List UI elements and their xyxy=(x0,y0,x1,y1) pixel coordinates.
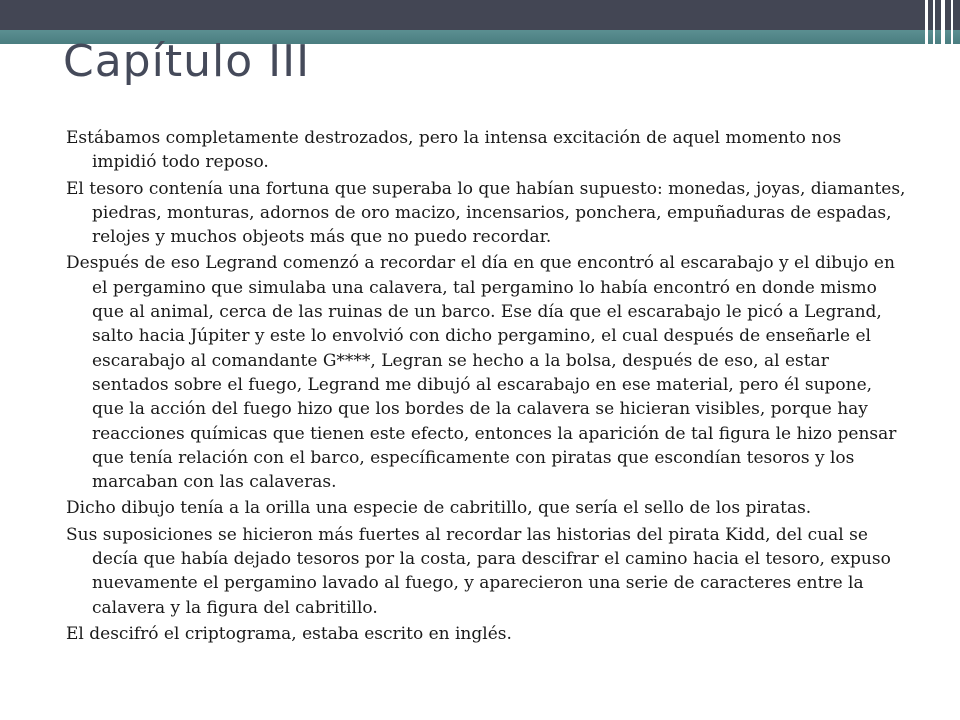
paragraph: El tesoro contenía una fortuna que superaba lo que habían supuesto: monedas, joyas, diamantes, piedras, monturas, adornos de oro macizo, incensarios, ponchera, empuñaduras de espadas, relojes y muchos objeots más que no puedo recordar. xyxy=(66,178,906,248)
header-stripe xyxy=(941,0,945,44)
header-dark-bar xyxy=(0,0,960,30)
paragraph: Estábamos completamente destrozados, pero la intensa excitación de aquel momento nos impidió todo reposo. xyxy=(66,128,842,173)
paragraph: Dicho dibujo tenía a la orilla una especie de cabritillo, que sería el sello de los piratas. xyxy=(66,498,812,519)
header-stripe xyxy=(933,0,935,44)
header-underline xyxy=(775,58,890,61)
paragraph: El descifró el criptograma, estaba escrito en inglés. xyxy=(66,623,512,644)
header-stripe xyxy=(925,0,928,44)
header-underline xyxy=(618,49,888,52)
slide-title: Capítulo III xyxy=(63,36,311,87)
header-stripe xyxy=(951,0,953,44)
paragraph: Después de eso Legrand comenzó a recordar el día en que encontró al escarabajo y el dibujo en el pergamino que simulaba una calavera, tal pergamino lo había encontró en donde mismo que al animal, cerca de las ruinas de un barco. Ese día que el escarabajo le picó a Legrand, salto hacia Júpiter y este lo envolvió con dicho pergamino, el cual después de enseñarle el escarabajo al comandante G****, Legran se hecho a la bolsa, después de eso, al estar sentados sobre el fuego, Legrand me dibujó al escarabajo en ese material, pero él supone, que la acción del fuego hizo que los bordes de la calavera se hicieran visibles, porque hay reacciones químicas que tienen este efecto, entonces la aparición de tal figura le hizo pensar que tenía relación con el barco, específicamente con piratas que escondían tesoros y los marcaban con las calaveras. xyxy=(66,253,897,493)
slide-body xyxy=(66,126,906,648)
paragraph: Sus suposiciones se hicieron más fuertes al recordar las historias del pirata Kidd, del cual se decía que había dejado tesoros por la costa, para descifrar el camino hacia el tesoro, expuso nuevamente el pergamino lavado al fuego, y aparecieron una serie de caracteres entre la calavera y la figura del cabritillo. xyxy=(66,524,891,618)
